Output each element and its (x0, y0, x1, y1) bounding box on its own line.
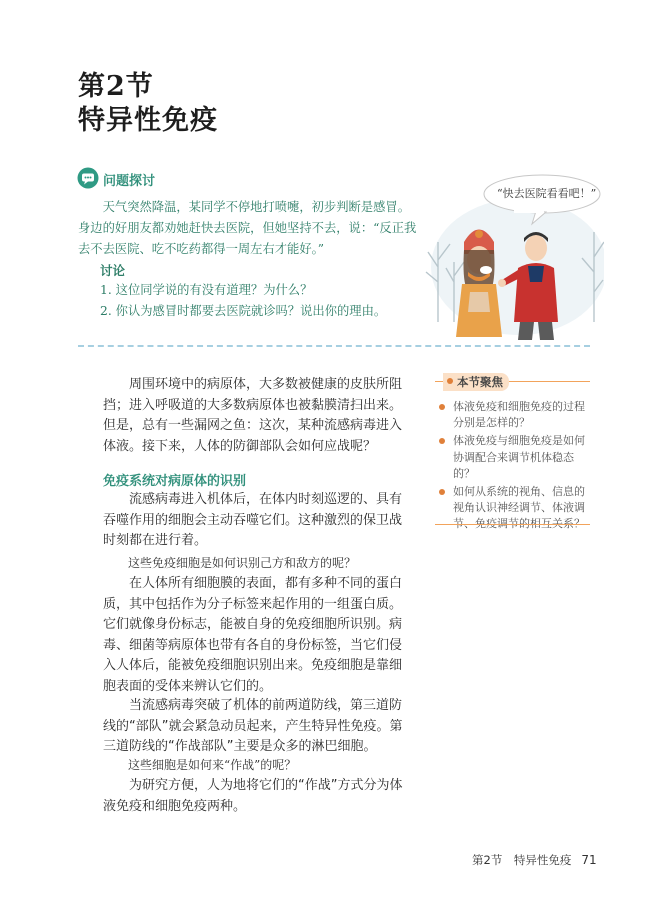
section-number: 第2节 (78, 71, 154, 102)
discussion-item: 1. 这位同学说的有没有道理？为什么？ (100, 283, 313, 297)
page-number: 71 (581, 853, 597, 867)
discussion-label: 讨论 (100, 263, 126, 278)
problem-text (78, 197, 418, 260)
paragraph-intro: 周围环境中的病原体，大多数被健康的皮肤所阻挡；进入呼吸道的大多数病原体也被黏膜清扫出来。但是，总有一些漏网之鱼：这次，某种流感病毒进入体液。接下来，人体的防御部队会如何应战呢？ (103, 377, 403, 454)
focus-item-text: 体液免疫与细胞免疫是如何协调配合来调节机体稳态的？ (453, 434, 585, 480)
paragraph-identity-tags: 在人体所有细胞膜的表面，都有多种不同的蛋白质，其中包括作为分子标签来起作用的一组蛋白质。它们就像身份标志，能被自身的免疫细胞所识别。病毒、细菌等病原体也带有各自的身份标签，当它们侵入人体后，能被免疫细胞识别出来。免疫细胞是靠细胞表面的受体来辨认它们的。 (103, 576, 403, 694)
footer-section: 第2节 特异性免疫 (472, 853, 572, 867)
speech-bubble-text: “快去医院看看吧！” (497, 187, 597, 200)
focus-bottom-line (435, 524, 590, 525)
section-divider (78, 345, 590, 347)
subheading: 免疫系统对病原体的识别 (103, 474, 247, 489)
discussion-item: 2. 你认为感冒时都要去医院就诊吗？说出你的理由。 (100, 304, 387, 318)
focus-item-text: 体液免疫和细胞免疫的过程分别是怎样的？ (453, 400, 585, 430)
discussion-icon (77, 167, 99, 189)
paragraph-immunity-types: 为研究方便，人为地将它们的“作战”方式分为体液免疫和细胞免疫两种。 (103, 778, 403, 814)
problem-label: 问题探讨 (103, 174, 156, 189)
focus-list (439, 399, 589, 535)
page-footer (472, 852, 597, 868)
section-focus-box (435, 373, 590, 531)
focus-title: 本节聚焦 (443, 373, 509, 391)
bullet-icon (439, 489, 445, 495)
section-title: 特异性免疫 (78, 105, 218, 136)
body-paragraph (103, 375, 406, 457)
body-paragraph (103, 776, 406, 817)
bullet-icon (439, 438, 445, 444)
body-paragraph (103, 574, 406, 698)
body-paragraph (103, 696, 406, 758)
focus-item (439, 433, 589, 482)
paragraph-phagocyte: 流感病毒进入机体后，在体内时刻巡逻的、具有吞噬作用的细胞会主动吞噬它们。这种激烈的保卫战时刻都在进行着。 (103, 492, 403, 549)
paragraph-third-line: 当流感病毒突破了机体的前两道防线，第三道防线的“部队”就会紧急动员起来，产生特异性免疫。第三道防线的“作战部队”主要是众多的淋巴细胞。 (103, 698, 403, 755)
body-paragraph (103, 490, 406, 552)
focus-item (439, 484, 589, 533)
problem-paragraph: 天气突然降温，某同学不停地打喷嚏，初步判断是感冒。身边的好朋友都劝她赶快去医院，但她坚持不去，说：“反正我去不去医院、吃不吃药都得一周左右才能好。” (78, 200, 417, 256)
guiding-question: 这些免疫细胞是如何识别己方和敌方的呢？ (128, 556, 357, 570)
focus-dot-icon (447, 378, 453, 384)
discussion-list (100, 280, 386, 322)
focus-item (439, 399, 589, 431)
guiding-question: 这些细胞是如何来“作战”的呢？ (128, 758, 297, 772)
bullet-icon (439, 404, 445, 410)
focus-item-text: 如何从系统的视角、信息的视角认识神经调节、体液调节、免疫调节的相互关系？ (453, 485, 585, 531)
